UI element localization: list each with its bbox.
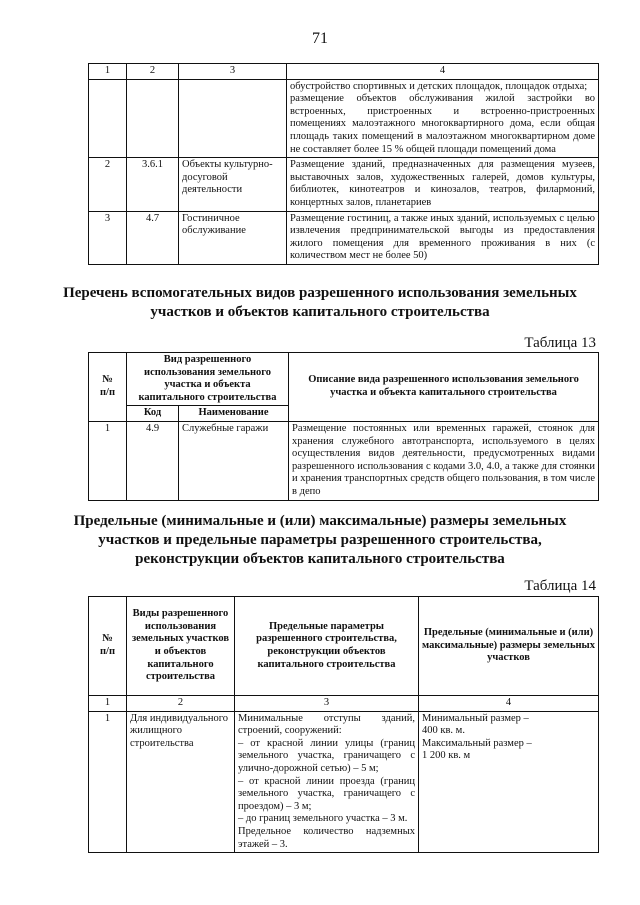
table-row <box>89 211 599 264</box>
cell-code: 4.9 <box>127 421 179 500</box>
table-header-row <box>89 597 599 696</box>
cell-num: 3 <box>89 211 127 264</box>
col-header-2: 2 <box>127 64 179 80</box>
header-kinds: Виды разрешенного использования земельных участков и объектов капитального строительства <box>127 597 235 696</box>
cell-num: 1 <box>89 711 127 853</box>
table-row <box>89 79 599 158</box>
col-number-3: 3 <box>235 696 419 712</box>
table-row <box>89 711 599 853</box>
cell-code: 3.6.1 <box>127 158 179 211</box>
table-colnum-row <box>89 696 599 712</box>
table13-caption: Таблица 13 <box>524 335 596 351</box>
cell-sizes: Минимальный размер – 400 кв. м. Максимальный размер – 1 200 кв. м <box>419 711 599 853</box>
cell-params: Минимальные отступы зданий, строений, сооружений: – от красной линии улицы (границ земельного участка, граничащего с улично-дорожной сетью) – 5 м; – от красной линии проезда (границ земельного участка, граничащего с проездом) – 3 м; – до границ земельного участка – 3 м. Предельное количество надземных этажей – 3. <box>235 711 419 853</box>
cell-name: Объекты культурно-досуговой деятельности <box>179 158 287 211</box>
header-sizes: Предельные (минимальные и (или) максимальные) размеры земельных участков <box>419 597 599 696</box>
col-number-1: 1 <box>89 696 127 712</box>
header-code: Код <box>127 406 179 422</box>
header-group: Вид разрешенного использования земельного участка и объекта капитального строительства <box>127 353 289 406</box>
col-header-3: 3 <box>179 64 287 80</box>
page-number: 71 <box>312 30 328 47</box>
table-row <box>89 421 599 500</box>
cell-kind: Для индивидуального жилищного строительства <box>127 711 235 853</box>
table-13 <box>88 352 599 501</box>
cell-desc: Размещение гостиниц, а также иных зданий, используемых с целью извлечения предпринимательской выгоды из предоставления жилого помещения для временного проживания в них (с количеством мест не более 50) <box>287 211 599 264</box>
header-desc: Описание вида разрешенного использования земельного участка и объекта капитального строительства <box>289 353 599 422</box>
cell-name: Гостиничное обслуживание <box>179 211 287 264</box>
table-row <box>89 158 599 211</box>
cell-code: 4.7 <box>127 211 179 264</box>
col-header-4: 4 <box>287 64 599 80</box>
cell-num <box>89 79 127 158</box>
table14-caption: Таблица 14 <box>524 578 596 594</box>
section-heading-limits: Предельные (минимальные и (или) максимальные) размеры земельных участков и предельные параметры разрешенного строительства, реконструкции объектов капитального строительства <box>73 513 567 567</box>
cell-desc: обустройство спортивных и детских площадок, площадок отдыха; размещение объектов обслуживания жилой застройки во встроенных, пристроенных и встроенно-пристроенных помещениях малоэтажного многоквартирного дома, если общая площадь таких помещений в малоэтажном многоквартирном доме не составляет более 15 % общей площади помещений дома <box>287 79 599 158</box>
table-continuation <box>88 63 599 265</box>
table-header-row <box>89 64 599 80</box>
cell-name: Служебные гаражи <box>179 421 289 500</box>
cell-name <box>179 79 287 158</box>
cell-desc: Размещение зданий, предназначенных для размещения музеев, выставочных залов, художественных галерей, домов культуры, библиотек, кинотеатров и кинозалов, театров, филармоний, концертных залов, планетариев <box>287 158 599 211</box>
header-num: № п/п <box>89 353 127 422</box>
header-num: № п/п <box>89 597 127 696</box>
col-header-1: 1 <box>89 64 127 80</box>
cell-code <box>127 79 179 158</box>
section-heading-auxiliary: Перечень вспомогательных видов разрешенного использования земельных участков и объектов капитального строительства <box>63 285 577 320</box>
col-number-4: 4 <box>419 696 599 712</box>
table-header-row <box>89 353 599 406</box>
cell-num: 1 <box>89 421 127 500</box>
table-14 <box>88 596 599 853</box>
col-number-2: 2 <box>127 696 235 712</box>
cell-num: 2 <box>89 158 127 211</box>
cell-desc: Размещение постоянных или временных гаражей, стоянок для хранения служебного автотранспорта, используемого в целях осуществления видов деятельности, предусмотренных видами разрешенного использования с кодами 3.0, 4.0, а также для стоянки и хранения транспортных средств общего пользования, в том числе в депо <box>289 421 599 500</box>
header-params: Предельные параметры разрешенного строительства, реконструкции объектов капитального строительства <box>235 597 419 696</box>
header-name: Наименование <box>179 406 289 422</box>
